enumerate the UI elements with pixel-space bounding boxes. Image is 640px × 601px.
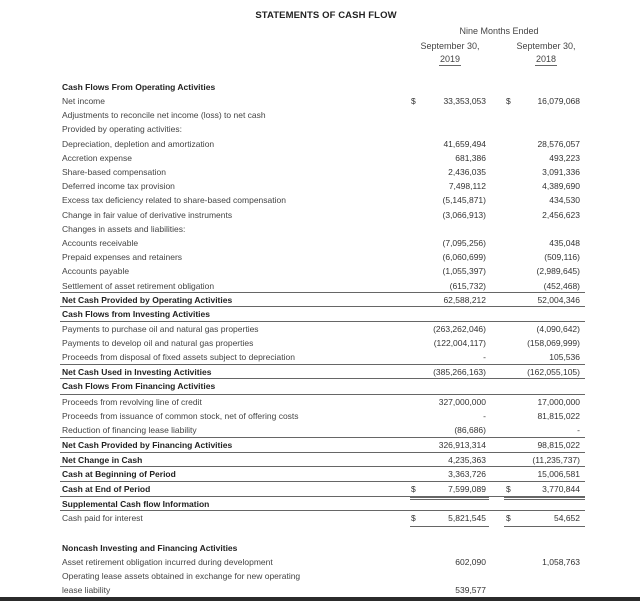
row-label: lease liability <box>62 585 111 595</box>
value-2019: (5,145,871) <box>442 195 486 205</box>
dollar-sign: $ <box>506 513 511 523</box>
value-2018: 3,091,336 <box>542 167 580 177</box>
value-2018: 17,000,000 <box>537 397 580 407</box>
value-2019: 602,090 <box>455 557 486 567</box>
value-2019: 5,821,545 <box>448 513 486 523</box>
row-label: Deferred income tax provision <box>62 181 175 191</box>
table-divider <box>60 510 585 511</box>
row-label: Proceeds from disposal of fixed assets subject to depreciation <box>62 352 295 362</box>
value-2018: (162,055,105) <box>527 367 580 377</box>
table-divider <box>60 481 585 482</box>
row-label: Accounts payable <box>62 266 130 276</box>
table-divider <box>60 452 585 453</box>
value-2018: (509,116) <box>544 252 580 262</box>
table-divider <box>60 306 585 307</box>
table-divider <box>410 499 489 500</box>
value-2018: 105,536 <box>549 352 580 362</box>
window-bottom-edge <box>0 597 640 601</box>
value-2018: 3,770,844 <box>542 484 580 494</box>
value-2019: (7,095,256) <box>442 238 486 248</box>
value-2018: 15,006,581 <box>537 469 580 479</box>
value-2019: 62,588,212 <box>443 295 486 305</box>
section-row <box>60 453 585 467</box>
value-2019: 681,386 <box>455 153 486 163</box>
value-2019: (86,686) <box>454 425 486 435</box>
statement-title: STATEMENTS OF CASH FLOW <box>255 10 397 21</box>
section-row <box>60 379 585 393</box>
value-2018: 98,815,022 <box>537 440 580 450</box>
value-2019: 7,599,089 <box>448 484 486 494</box>
table-divider <box>60 378 585 379</box>
table-row <box>60 322 585 336</box>
table-divider <box>410 526 489 527</box>
value-2018: 435,048 <box>549 238 580 248</box>
value-2018: 54,652 <box>554 513 580 523</box>
table-row <box>60 193 585 207</box>
value-2019: 7,498,112 <box>448 181 486 191</box>
row-label: Proceeds from issuance of common stock, net of offering costs <box>62 411 299 421</box>
value-2018: 81,815,022 <box>537 411 580 421</box>
row-label: Net Change in Cash <box>62 455 143 465</box>
row-label: Cash Flows From Operating Activities <box>62 82 216 92</box>
row-label: Cash at End of Period <box>62 484 151 494</box>
value-2018: 4,389,690 <box>542 181 580 191</box>
table-row <box>60 555 585 569</box>
value-2019: (615,732) <box>449 281 486 291</box>
value-2019: 539,577 <box>455 585 486 595</box>
table-row <box>60 409 585 423</box>
table-row <box>60 250 585 264</box>
row-label: Share-based compensation <box>62 167 166 177</box>
table-divider <box>410 364 489 365</box>
table-row <box>60 395 585 409</box>
table-row <box>60 236 585 250</box>
table-divider <box>60 466 585 467</box>
row-label: Excess tax deficiency related to share-based compensation <box>62 195 286 205</box>
row-label: Cash Flows From Financing Activities <box>62 381 216 391</box>
value-2018: - <box>577 425 580 435</box>
row-label: Changes in assets and liabilities: <box>62 224 186 234</box>
value-2019: 327,000,000 <box>438 397 486 407</box>
table-divider <box>410 497 489 498</box>
column-year-label: 2018 <box>535 54 557 64</box>
table-row <box>60 122 585 136</box>
row-label: Change in fair value of derivative instruments <box>62 210 233 220</box>
table-row <box>60 569 585 583</box>
value-2018: 1,058,763 <box>542 557 580 567</box>
value-2019: - <box>483 411 486 421</box>
row-label: Proceeds from revolving line of credit <box>62 397 202 407</box>
value-2018: (4,090,642) <box>536 324 580 334</box>
dollar-sign: $ <box>411 513 416 523</box>
value-2018: 28,576,057 <box>537 139 580 149</box>
table-row <box>60 94 585 108</box>
dollar-sign: $ <box>506 96 511 106</box>
table-divider <box>504 497 585 498</box>
section-row <box>60 80 585 94</box>
row-label: Net Cash Used in Investing Activities <box>62 367 212 377</box>
table-row <box>60 350 585 364</box>
table-row <box>60 179 585 193</box>
table-row <box>60 583 585 597</box>
table-row <box>60 137 585 151</box>
value-2018: (158,069,999) <box>527 338 580 348</box>
value-2018: 16,079,068 <box>537 96 580 106</box>
column-date-label: September 30, <box>516 41 576 51</box>
table-divider <box>410 292 489 293</box>
column-year-label: 2019 <box>439 54 461 64</box>
table-divider <box>504 437 585 438</box>
value-2019: 41,659,494 <box>443 139 486 149</box>
row-label: Supplemental Cash flow Information <box>62 499 210 509</box>
table-row <box>60 151 585 165</box>
value-2018: 52,004,346 <box>537 295 580 305</box>
table-divider <box>504 526 585 527</box>
value-2019: 33,353,053 <box>443 96 486 106</box>
row-label: Cash paid for interest <box>62 513 143 523</box>
value-2019: (263,262,046) <box>433 324 486 334</box>
value-2018: (2,989,645) <box>536 266 580 276</box>
value-2019: (6,060,699) <box>442 252 486 262</box>
table-divider <box>60 394 585 395</box>
row-label: Cash at Beginning of Period <box>62 469 176 479</box>
table-row <box>60 264 585 278</box>
row-label: Provided by operating activities: <box>62 124 183 134</box>
table-divider <box>504 292 585 293</box>
row-label: Accretion expense <box>62 153 132 163</box>
row-label: Reduction of financing lease liability <box>62 425 197 435</box>
row-label: Payments to develop oil and natural gas properties <box>62 338 254 348</box>
section-row <box>60 467 585 481</box>
row-label: Payments to purchase oil and natural gas properties <box>62 324 259 334</box>
dollar-sign: $ <box>411 96 416 106</box>
value-2018: 493,223 <box>549 153 580 163</box>
section-row <box>60 482 585 496</box>
row-label: Noncash Investing and Financing Activities <box>62 543 238 553</box>
value-2018: (11,235,737) <box>532 455 580 465</box>
table-row <box>60 336 585 350</box>
value-2019: (1,055,397) <box>442 266 486 276</box>
row-label: Net Cash Provided by Operating Activities <box>62 295 233 305</box>
column-date-label: September 30, <box>420 41 480 51</box>
section-row <box>60 438 585 452</box>
row-label: Depreciation, depletion and amortization <box>62 139 215 149</box>
row-label: Prepaid expenses and retainers <box>62 252 183 262</box>
column-header-2019 <box>411 40 489 66</box>
table-row <box>60 108 585 122</box>
period-header: Nine Months Ended <box>459 26 539 36</box>
row-label: Asset retirement obligation incurred during development <box>62 557 273 567</box>
dollar-sign: $ <box>411 484 416 494</box>
table-row <box>60 423 585 437</box>
column-header-2018 <box>507 40 585 66</box>
row-label: Adjustments to reconcile net income (loss) to net cash <box>62 110 266 120</box>
section-row <box>60 365 585 379</box>
value-2019: 2,436,035 <box>448 167 486 177</box>
value-2019: (385,266,163) <box>433 367 486 377</box>
row-label: Net Cash Provided by Financing Activities <box>62 440 233 450</box>
value-2019: 4,235,363 <box>448 455 486 465</box>
table-row <box>60 511 585 525</box>
table-divider <box>410 437 489 438</box>
row-label: Cash Flows from Investing Activities <box>62 309 210 319</box>
table-row <box>60 165 585 179</box>
table-row <box>60 208 585 222</box>
value-2019: 3,363,726 <box>448 469 486 479</box>
row-label: Settlement of asset retirement obligation <box>62 281 215 291</box>
row-label: Accounts receivable <box>62 238 139 248</box>
value-2018: (452,468) <box>543 281 580 291</box>
section-row <box>60 293 585 307</box>
value-2019: (122,004,117) <box>433 338 486 348</box>
value-2018: 2,456,623 <box>542 210 580 220</box>
value-2018: 434,530 <box>549 195 580 205</box>
table-divider <box>504 499 585 500</box>
table-divider <box>504 364 585 365</box>
value-2019: 326,913,314 <box>438 440 486 450</box>
table-row <box>60 279 585 293</box>
dollar-sign: $ <box>506 484 511 494</box>
row-label: Operating lease assets obtained in exchange for new operating <box>62 571 301 581</box>
table-divider <box>60 321 585 322</box>
section-row <box>60 541 585 555</box>
row-label: Net income <box>62 96 105 106</box>
value-2019: (3,066,913) <box>442 210 486 220</box>
value-2019: - <box>483 352 486 362</box>
section-row <box>60 307 585 321</box>
table-row <box>60 222 585 236</box>
